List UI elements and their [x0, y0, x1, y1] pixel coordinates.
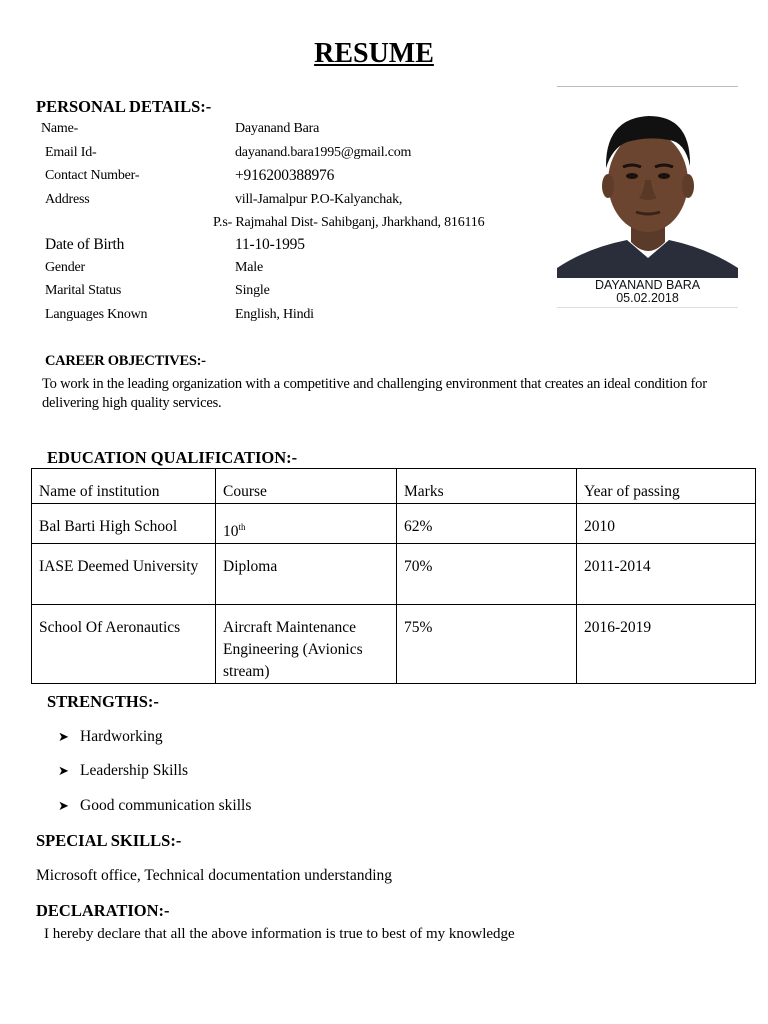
contact-value: +916200388976: [235, 167, 335, 184]
arrowhead-bullet-icon: ➤: [58, 764, 69, 779]
header-institution: Name of institution: [32, 469, 216, 504]
education-table: [31, 468, 756, 684]
marital-status-value: Single: [235, 283, 270, 298]
header-year: Year of passing: [577, 469, 756, 504]
email-value: dayanand.bara1995@gmail.com: [235, 145, 412, 160]
marital-status-label: Marital Status: [45, 283, 122, 298]
list-item: ➤ Leadership Skills: [58, 762, 189, 779]
declaration-text: I hereby declare that all the above information is true to best of my knowledge: [44, 926, 515, 942]
cell-marks: 70%: [397, 544, 577, 605]
cell-course: Aircraft Maintenance Engineering (Avionics stream): [216, 605, 397, 684]
table-row: [32, 504, 756, 544]
cell-marks: 62%: [397, 504, 577, 544]
cell-year: 2011-2014: [577, 544, 756, 605]
dob-value: 11-10-1995: [235, 236, 305, 253]
arrowhead-bullet-icon: ➤: [58, 799, 69, 814]
declaration-heading: DECLARATION:-: [36, 901, 170, 920]
special-skills-heading: SPECIAL SKILLS:-: [36, 831, 182, 850]
personal-details-heading: PERSONAL DETAILS:-: [36, 97, 212, 116]
portrait-photo-icon: [557, 90, 738, 282]
dob-label: Date of Birth: [45, 236, 125, 253]
photo-caption-date: 05.02.2018: [616, 291, 679, 305]
course-superscript: th: [238, 522, 246, 532]
career-objectives-heading: CAREER OBJECTIVES:-: [45, 353, 206, 369]
special-skills-text: Microsoft office, Technical documentation understanding: [36, 867, 393, 884]
address-line2: P.s- Rajmahal Dist- Sahibganj, Jharkhand, 816116: [213, 215, 485, 230]
table-row: [32, 605, 756, 684]
profile-photo: [557, 82, 738, 308]
cell-institution: Bal Barti High School: [32, 504, 216, 544]
cell-institution: IASE Deemed University: [32, 544, 216, 605]
cell-marks: 75%: [397, 605, 577, 684]
name-value: Dayanand Bara: [235, 121, 320, 136]
list-item: ➤ Hardworking: [58, 728, 163, 745]
education-heading: EDUCATION QUALIFICATION:-: [47, 448, 298, 467]
email-label: Email Id-: [45, 145, 97, 160]
table-header-row: [32, 469, 756, 504]
arrowhead-bullet-icon: ➤: [58, 730, 69, 745]
career-objectives-text: To work in the leading organization with a competitive and challenging environment that creates an ideal condition for delivering high quality services.: [42, 376, 707, 411]
languages-label: Languages Known: [45, 307, 148, 322]
list-item: ➤ Good communication skills: [58, 797, 252, 814]
photo-caption-name: DAYANAND BARA: [594, 278, 701, 292]
cell-course: Diploma: [216, 544, 397, 605]
cell-institution: School Of Aeronautics: [32, 605, 216, 684]
name-label: Name-: [41, 121, 79, 136]
cell-course: 10th: [216, 504, 397, 544]
table-row: [32, 544, 756, 605]
gender-value: Male: [235, 260, 263, 275]
header-course: Course: [216, 469, 397, 504]
cell-year: 2010: [577, 504, 756, 544]
header-marks: Marks: [397, 469, 577, 504]
strengths-heading: STRENGTHS:-: [47, 692, 159, 711]
address-line1: vill-Jamalpur P.O-Kalyanchak,: [235, 192, 403, 207]
contact-label: Contact Number-: [45, 168, 140, 183]
gender-label: Gender: [45, 260, 86, 275]
cell-year: 2016-2019: [577, 605, 756, 684]
languages-value: English, Hindi: [235, 307, 314, 322]
resume-title: RESUME: [314, 38, 434, 69]
address-label: Address: [45, 192, 90, 207]
